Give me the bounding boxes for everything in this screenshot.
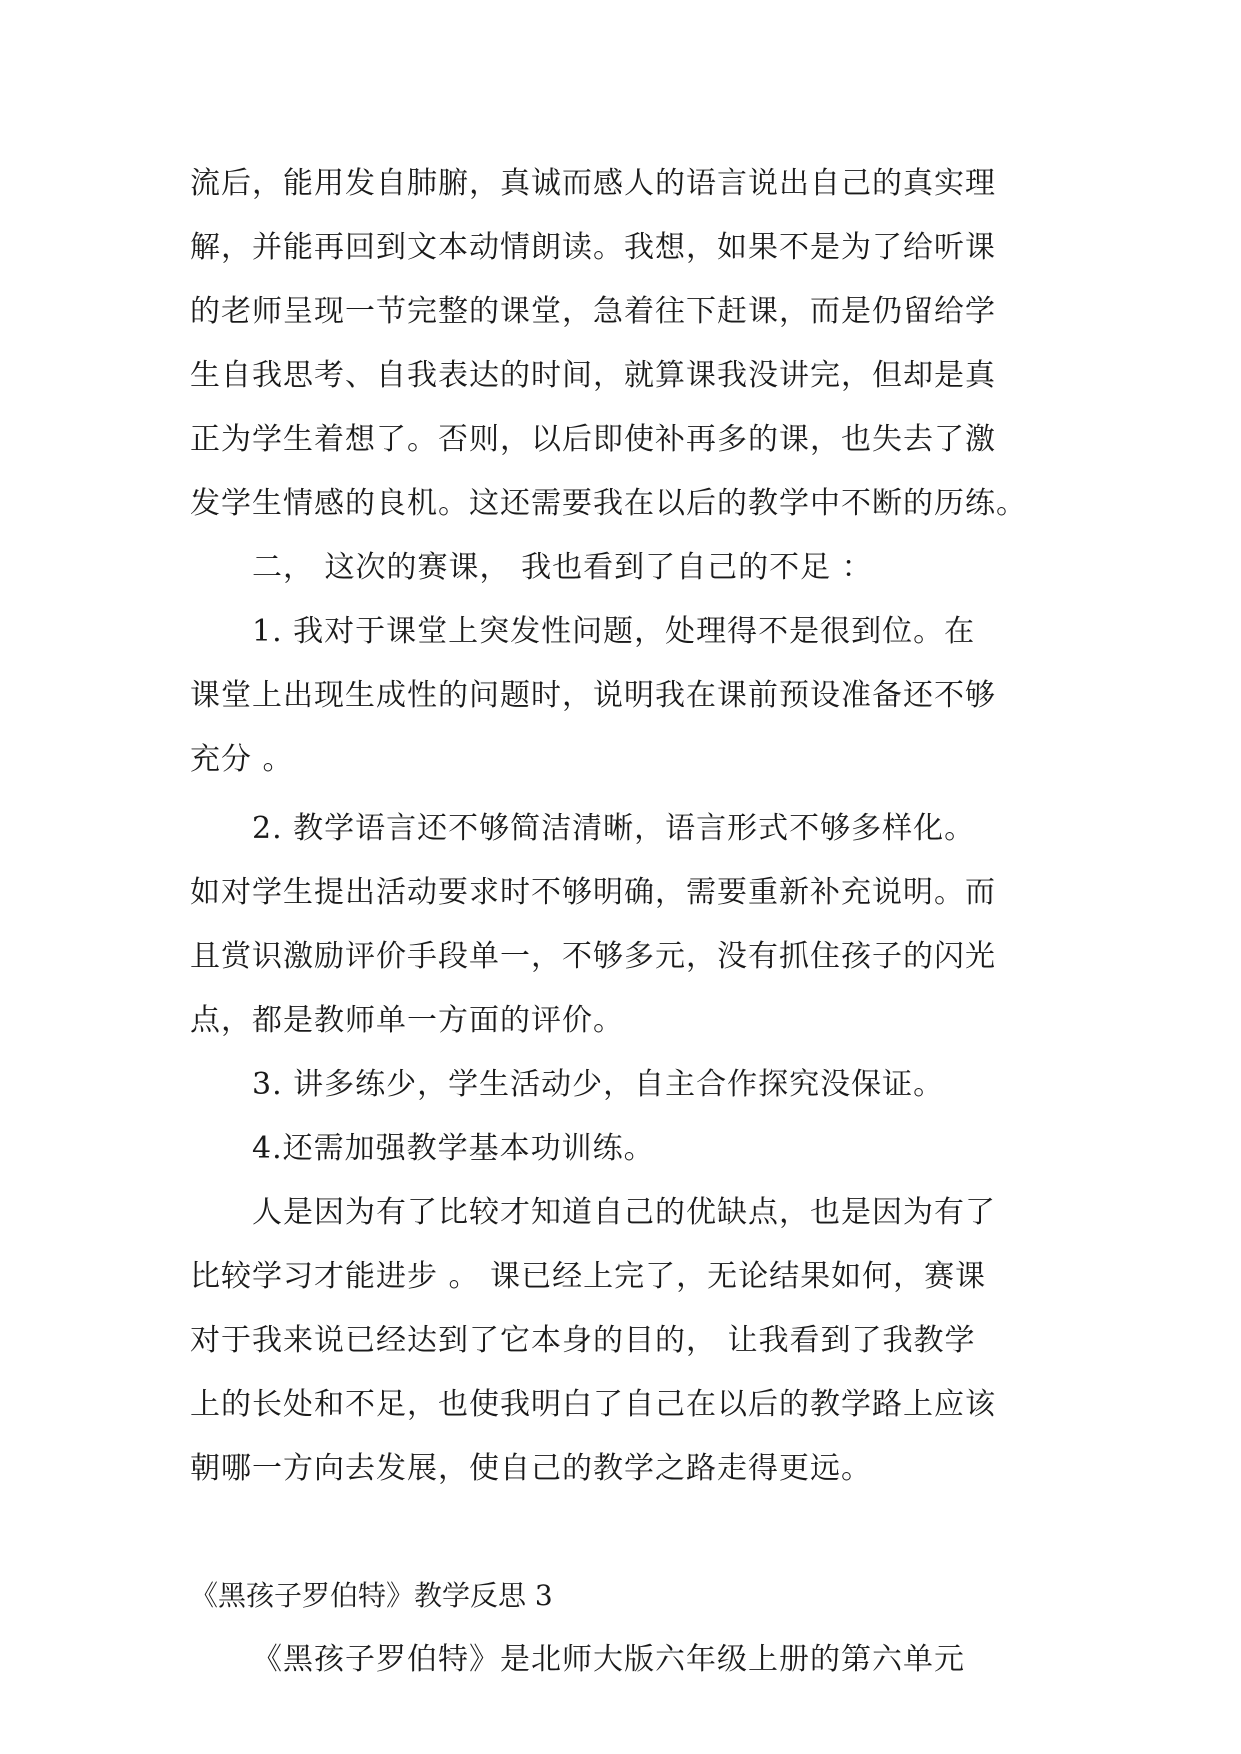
section-heading: 二， 这次的赛课， 我也看到了自己的不足 ： [252,550,873,585]
list-item: 4.还需加强教学基本功训练。 [252,1131,655,1166]
text-line: 课堂上出现生成性的问题时，说明我在课前预设准备还不够 [190,678,996,713]
paragraph-start: 人是因为有了比较才知道自己的优缺点，也是因为有了 [252,1195,996,1230]
list-item: 2. 教学语言还不够简洁清晰，语言形式不够多样化。 [252,811,976,846]
text-line: 流后，能用发自肺腑，真诚而感人的语言说出自己的真实理 [190,166,996,201]
text-line: 充分 。 [190,742,294,777]
text-line: 且赏识激励评价手段单一，不够多元，没有抓住孩子的闪光 [190,939,996,974]
paragraph-start: 《黑孩子罗伯特》是北师大版六年级上册的第六单元 [252,1642,965,1677]
text-line: 发学生情感的良机。这还需要我在以后的教学中不断的历练。 [190,486,1027,521]
text-line: 朝哪一方向去发展，使自己的教学之路走得更远。 [190,1451,872,1486]
text-line: 解，并能再回到文本动情朗读。我想，如果不是为了给听课 [190,230,996,265]
list-item: 1. 我对于课堂上突发性问题，处理得不是很到位。在 [252,614,976,649]
text-line: 生自我思考、自我表达的时间，就算课我没讲完，但却是真 [190,358,996,393]
text-line: 比较学习才能进步 。 课已经上完了，无论结果如何，赛课 [190,1259,987,1294]
text-line: 的老师呈现一节完整的课堂，急着往下赶课，而是仍留给学 [190,294,996,329]
text-line: 正为学生着想了。否则，以后即使补再多的课，也失去了激 [190,422,996,457]
text-line: 上的长处和不足，也使我明白了自己在以后的教学路上应该 [190,1387,996,1422]
text-line: 如对学生提出活动要求时不够明确，需要重新补充说明。而 [190,875,996,910]
text-line: 对于我来说已经达到了它本身的目的， 让我看到了我教学 [190,1323,976,1358]
section-title: 《黑孩子罗伯特》教学反思 3 [190,1579,553,1612]
list-item: 3. 讲多练少，学生活动少，自主合作探究没保证。 [252,1067,945,1102]
text-line: 点，都是教师单一方面的评价。 [190,1003,624,1038]
